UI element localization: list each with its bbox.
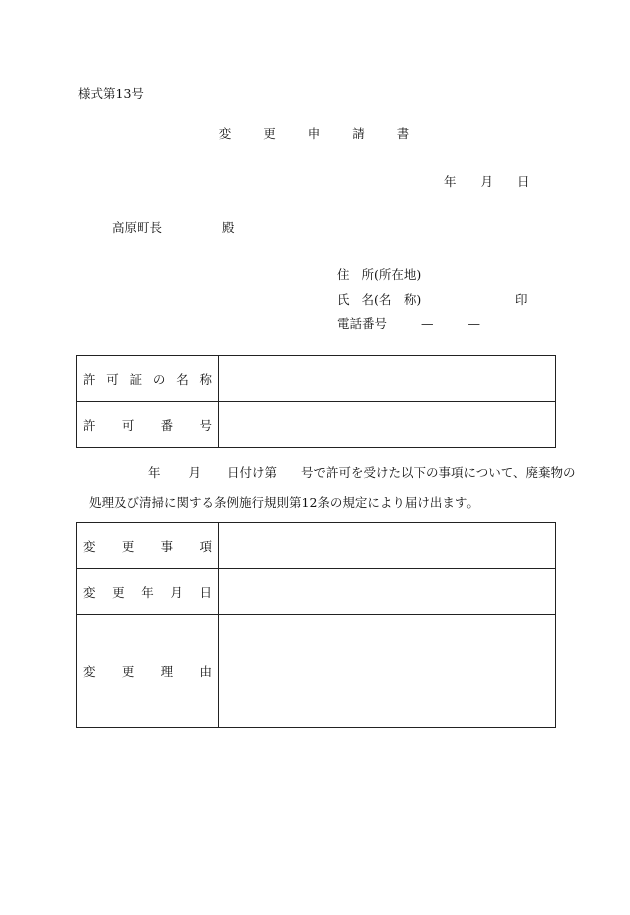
label-char: 由 bbox=[199, 664, 212, 679]
form-number: 様式第13号 bbox=[78, 86, 144, 101]
permit-name-label bbox=[77, 356, 219, 402]
label-char: 許 bbox=[83, 371, 96, 387]
label-char: 称 bbox=[199, 371, 212, 387]
applicant-address-label bbox=[337, 265, 421, 283]
date-year: 年 bbox=[444, 174, 457, 189]
label-char: の bbox=[152, 371, 166, 387]
label-char: 号 bbox=[199, 417, 212, 433]
permit-name-field[interactable] bbox=[219, 356, 556, 402]
permit-number-label bbox=[77, 402, 219, 448]
label-char: 名 bbox=[176, 371, 189, 387]
label-char: 変 bbox=[83, 664, 96, 679]
change-table bbox=[76, 522, 556, 728]
statement-month: 月 bbox=[188, 465, 202, 480]
seal-mark: 印 bbox=[515, 292, 528, 307]
addressee-honorific: 殿 bbox=[222, 220, 235, 235]
applicant-phone-label bbox=[337, 314, 480, 332]
permit-number-field[interactable] bbox=[219, 402, 556, 448]
label-char: 更 bbox=[112, 584, 125, 600]
label-char: 日 bbox=[199, 584, 212, 600]
statement-line-1 bbox=[148, 463, 576, 481]
label-char: 理 bbox=[160, 664, 174, 679]
statement-year: 年 bbox=[148, 465, 161, 480]
change-reason-label bbox=[77, 615, 219, 728]
label-char: 変 bbox=[83, 584, 96, 600]
change-item-field[interactable] bbox=[219, 523, 556, 569]
change-reason-field[interactable] bbox=[219, 615, 556, 728]
document-title bbox=[0, 124, 630, 142]
change-item-label bbox=[77, 523, 219, 569]
table-row bbox=[77, 569, 556, 615]
name-label-text: 名(名 称) bbox=[361, 292, 422, 307]
phone-label: 電話番号 bbox=[337, 316, 388, 331]
title-char: 変 bbox=[218, 126, 234, 141]
address-label-text: 所(所在地) bbox=[361, 267, 422, 282]
change-date-field[interactable] bbox=[219, 569, 556, 615]
label-char: 更 bbox=[121, 664, 135, 679]
label-char: 許 bbox=[83, 417, 96, 433]
label-char: 事 bbox=[160, 538, 174, 554]
table-row bbox=[77, 615, 556, 728]
table-row bbox=[77, 523, 556, 569]
title-char: 書 bbox=[396, 126, 412, 141]
label-char: 月 bbox=[170, 584, 183, 600]
table-row bbox=[77, 356, 556, 402]
table-row bbox=[77, 402, 556, 448]
label-char: 番 bbox=[160, 417, 174, 433]
addressee-line bbox=[112, 218, 235, 236]
address-label-char: 住 bbox=[337, 267, 350, 282]
addressee-name: 高原町長 bbox=[112, 220, 163, 235]
change-date-label bbox=[77, 569, 219, 615]
phone-dash: — bbox=[467, 316, 481, 331]
statement-date-part: 日付け第 bbox=[227, 465, 278, 480]
statement-line-2: 処理及び清掃に関する条例施行規則第12条の規定により届け出ます。 bbox=[89, 495, 479, 510]
title-char: 申 bbox=[307, 126, 323, 141]
permit-table bbox=[76, 355, 556, 448]
date-line bbox=[444, 172, 530, 190]
title-char: 請 bbox=[352, 126, 367, 141]
label-char: 変 bbox=[83, 538, 96, 554]
label-char: 更 bbox=[121, 538, 135, 554]
label-char: 可 bbox=[121, 417, 135, 433]
statement-text-1: 号で許可を受けた以下の事項について、廃棄物の bbox=[301, 465, 576, 480]
label-char: 証 bbox=[129, 371, 143, 387]
title-char: 更 bbox=[263, 126, 278, 141]
date-day: 日 bbox=[517, 174, 530, 189]
label-char: 年 bbox=[141, 584, 154, 600]
phone-dash: — bbox=[421, 316, 434, 331]
label-char: 可 bbox=[106, 371, 119, 387]
date-month: 月 bbox=[480, 174, 494, 189]
applicant-name-label bbox=[337, 290, 421, 308]
label-char: 項 bbox=[199, 538, 212, 554]
name-label-char: 氏 bbox=[337, 292, 350, 307]
